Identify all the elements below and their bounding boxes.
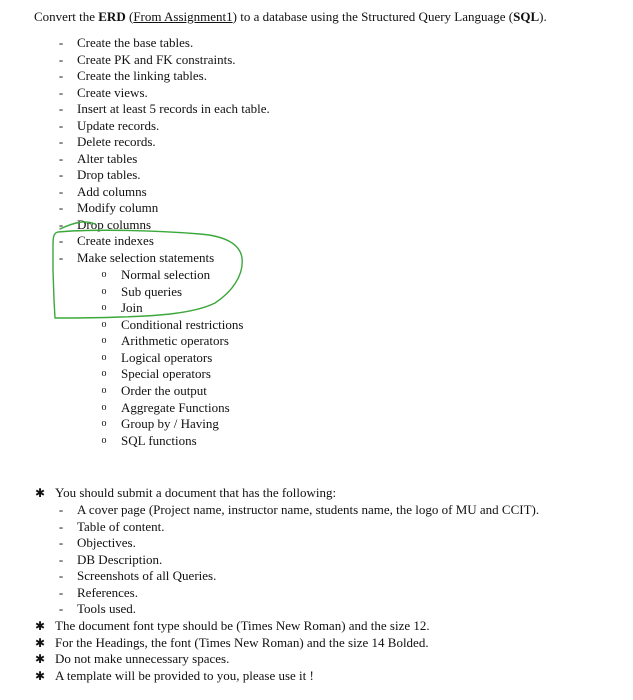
sublist-text: Normal selection: [121, 267, 211, 282]
dash-bullet: -: [58, 519, 64, 534]
dash-bullet: -: [58, 502, 64, 517]
star-bullet-icon: ✱: [34, 652, 46, 666]
dash-bullet: -: [58, 217, 64, 232]
sublist-text: Conditional restrictions: [121, 317, 244, 332]
sublist-text: Logical operators: [121, 350, 213, 365]
star-bullet-icon: ✱: [34, 669, 46, 683]
dash-bullet: -: [58, 52, 64, 67]
submit-item-text: Tools used.: [77, 601, 137, 616]
sublist-text: Join: [121, 300, 143, 315]
circle-bullet: o: [101, 418, 107, 429]
sublist-text: SQL functions: [121, 433, 197, 448]
task-text: Create PK and FK constraints.: [77, 52, 236, 67]
dash-bullet: -: [58, 167, 64, 182]
dash-bullet: -: [58, 184, 64, 199]
note-text: A template will be provided to you, please use it !: [55, 668, 314, 683]
circle-bullet: o: [101, 319, 107, 330]
dash-bullet: -: [58, 151, 64, 166]
task-text: Drop columns: [77, 217, 152, 232]
dash-bullet: -: [58, 535, 64, 550]
dash-bullet: -: [58, 68, 64, 83]
task-text: Create indexes: [77, 233, 154, 248]
submit-item-text: Objectives.: [77, 535, 136, 550]
dash-bullet: -: [58, 134, 64, 149]
title-open-paren: (: [128, 9, 134, 24]
submit-item-text: References.: [77, 585, 138, 600]
sublist-text: Aggregate Functions: [121, 400, 230, 415]
task-text: Add columns: [77, 184, 147, 199]
title-sql: SQL: [513, 9, 540, 24]
dash-bullet: -: [58, 250, 64, 265]
sublist-text: Sub queries: [121, 284, 183, 299]
submit-item-text: Screenshots of all Queries.: [77, 568, 217, 583]
star-bullet-icon: ✱: [34, 486, 46, 500]
note-text: The document font type should be (Times New Roman) and the size 12.: [55, 618, 430, 633]
dash-bullet: -: [58, 568, 64, 583]
circle-bullet: o: [101, 269, 107, 280]
dash-bullet: -: [58, 101, 64, 116]
circle-bullet: o: [101, 286, 107, 297]
circle-bullet: o: [101, 402, 107, 413]
assignment-instruction: [34, 9, 547, 25]
circle-bullet: o: [101, 385, 107, 396]
title-erd: ERD: [98, 9, 126, 24]
dash-bullet: -: [58, 35, 64, 50]
assignment-link[interactable]: From Assignment1: [133, 9, 233, 24]
task-text: Drop tables.: [77, 167, 141, 182]
submit-item-text: Table of content.: [77, 519, 165, 534]
task-text: Create views.: [77, 85, 148, 100]
submit-item-text: A cover page (Project name, instructor name, students name, the logo of MU and CCIT).: [77, 502, 540, 517]
title-mid: ) to a database using the Structured Query Language (: [232, 9, 514, 24]
dash-bullet: -: [58, 552, 64, 567]
dash-bullet: -: [58, 118, 64, 133]
submit-intro: You should submit a document that has the following:: [55, 485, 337, 500]
task-text: Create the base tables.: [77, 35, 194, 50]
task-text: Make selection statements: [77, 250, 215, 265]
task-text: Update records.: [77, 118, 160, 133]
star-bullet-icon: ✱: [34, 636, 46, 650]
task-text: Create the linking tables.: [77, 68, 207, 83]
sublist-text: Arithmetic operators: [121, 333, 229, 348]
circle-bullet: o: [101, 335, 107, 346]
submit-item-text: DB Description.: [77, 552, 163, 567]
sublist-text: Special operators: [121, 366, 211, 381]
task-text: Delete records.: [77, 134, 156, 149]
dash-bullet: -: [58, 200, 64, 215]
sublist-text: Order the output: [121, 383, 207, 398]
task-text: Insert at least 5 records in each table.: [77, 101, 270, 116]
task-text: Alter tables: [77, 151, 138, 166]
circle-bullet: o: [101, 435, 107, 446]
dash-bullet: -: [58, 85, 64, 100]
star-bullet-icon: ✱: [34, 619, 46, 633]
circle-bullet: o: [101, 368, 107, 379]
note-text: For the Headings, the font (Times New Roman) and the size 14 Bolded.: [55, 635, 429, 650]
note-text: Do not make unnecessary spaces.: [55, 651, 230, 666]
circle-bullet: o: [101, 352, 107, 363]
dash-bullet: -: [58, 585, 64, 600]
title-suffix: ).: [539, 9, 547, 24]
sublist-text: Group by / Having: [121, 416, 219, 431]
task-text: Modify column: [77, 200, 159, 215]
dash-bullet: -: [58, 601, 64, 616]
title-prefix: Convert the: [34, 9, 99, 24]
dash-bullet: -: [58, 233, 64, 248]
circle-bullet: o: [101, 302, 107, 313]
